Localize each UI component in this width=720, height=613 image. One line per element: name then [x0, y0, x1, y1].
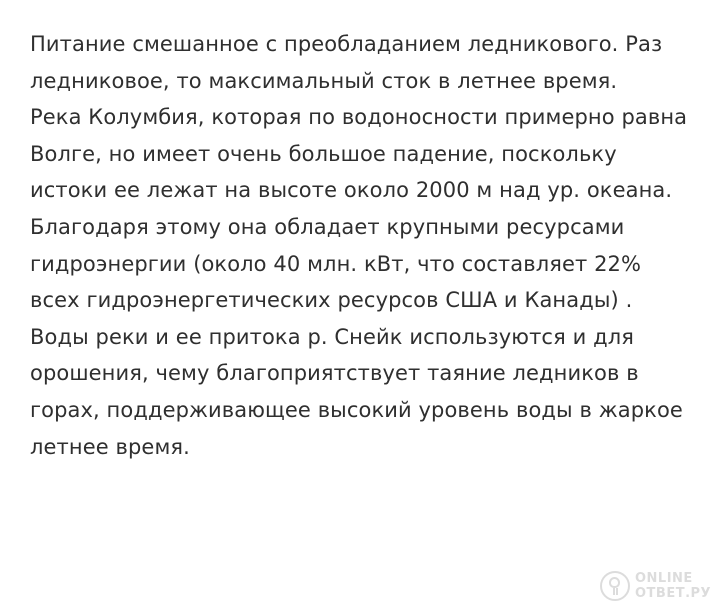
- watermark: [600, 565, 712, 607]
- paragraph: Питание смешанное с преобладанием ледникового. Раз ледниковое, то максимальный сток в летнее время.: [30, 32, 670, 93]
- lightbulb-icon: [600, 571, 630, 601]
- paragraph: Река Колумбия, которая по водоносности примерно равна Волге, но имеет очень большое падение, поскольку истоки ее лежат на высоте около 2000 м над ур. океана. Благодаря этому она обладает крупными ресурсами гидроэнергии (около 40 млн. кВт, что составляет 22% всех гидроэнергетических ресурсов США и Канады) . Воды реки и ее притока р. Снейк используются и для орошения, чему благоприятствует таяние ледников в горах, поддерживающее высокий уровень воды в жаркое летнее время.: [30, 105, 694, 459]
- document-text-body: [30, 26, 694, 465]
- watermark-line-2: ОТВЕТ.РУ: [635, 586, 712, 601]
- lightbulb-icon-bulb: [609, 577, 620, 588]
- lightbulb-icon-base: [613, 588, 618, 595]
- watermark-text: [635, 572, 711, 600]
- lightbulb-icon-ring: [600, 571, 630, 601]
- watermark-line-1: ONLINE: [635, 571, 693, 586]
